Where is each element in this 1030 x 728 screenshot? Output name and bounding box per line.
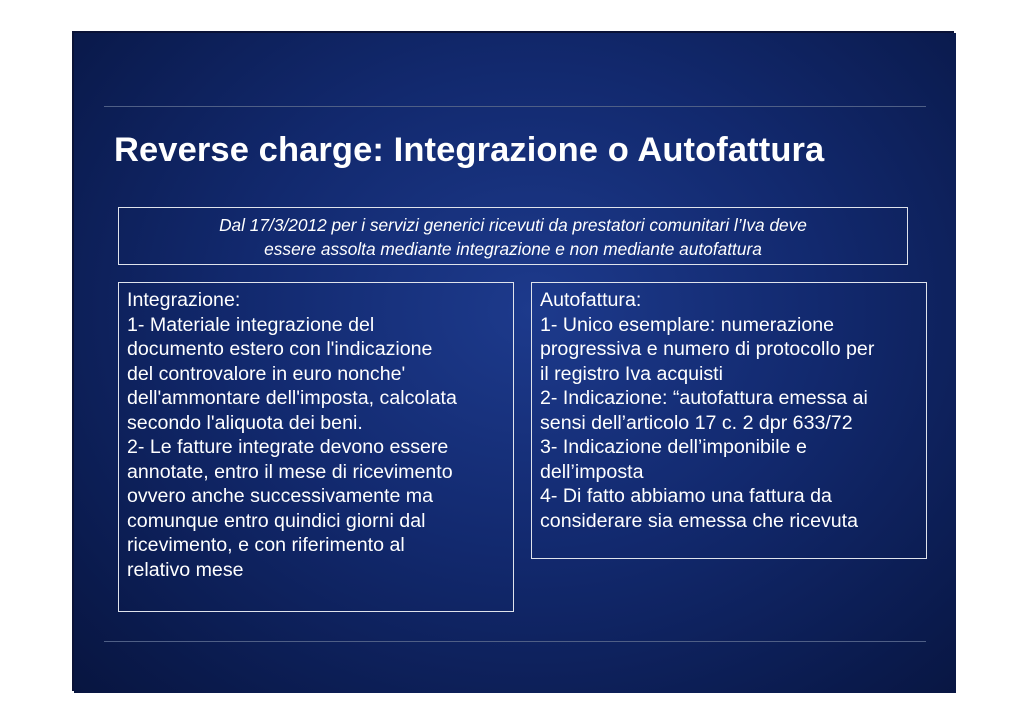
- autofattura-line: considerare sia emessa che ricevuta: [540, 509, 859, 532]
- integrazione-line: ovvero anche successivamente ma: [127, 485, 434, 507]
- note-line: Dal 17/3/2012 per i servizi generici ricevuti da prestatori comunitari l’Iva deve: [219, 215, 807, 235]
- slide-title: Reverse charge: Integrazione o Autofattura: [114, 131, 825, 169]
- integrazione-line: dell'ammontare dell'imposta, calcolata: [127, 387, 457, 409]
- autofattura-line: progressiva e numero di protocollo per: [540, 338, 875, 360]
- slide: [74, 33, 956, 693]
- integrazione-line: 2- Le fatture integrate devono essere: [127, 436, 449, 458]
- integrazione-line: annotate, entro il mese di ricevimento: [127, 460, 453, 483]
- note-line: essere assolta mediante integrazione e non mediante autofattura: [264, 239, 762, 259]
- integrazione-box: [118, 282, 514, 612]
- bottom-divider: [104, 641, 926, 642]
- integrazione-line: 1- Materiale integrazione del: [127, 313, 375, 336]
- autofattura-box: [531, 282, 927, 559]
- autofattura-line: 4- Di fatto abbiamo una fattura da: [540, 485, 832, 507]
- autofattura-line: Autofattura:: [540, 289, 642, 311]
- autofattura-line: 1- Unico esemplare: numerazione: [540, 313, 835, 336]
- integrazione-line: ricevimento, e con riferimento al: [127, 534, 405, 556]
- integrazione-line: Integrazione:: [127, 289, 241, 311]
- integrazione-line: relativo mese: [127, 558, 244, 581]
- autofattura-line: sensi dell’articolo 17 c. 2 dpr 633/72: [540, 411, 853, 434]
- autofattura-line: 3- Indicazione dell’imponibile e: [540, 436, 807, 458]
- note-box: [118, 207, 908, 265]
- autofattura-line: il registro Iva acquisti: [540, 362, 723, 385]
- integrazione-line: comunque entro quindici giorni dal: [127, 509, 426, 532]
- integrazione-line: del controvalore in euro nonche': [127, 362, 406, 385]
- integrazione-line: secondo l'aliquota dei beni.: [127, 411, 363, 434]
- autofattura-line: dell’imposta: [540, 460, 644, 483]
- top-divider: [104, 106, 926, 107]
- autofattura-line: 2- Indicazione: “autofattura emessa ai: [540, 387, 868, 409]
- integrazione-line: documento estero con l'indicazione: [127, 338, 433, 360]
